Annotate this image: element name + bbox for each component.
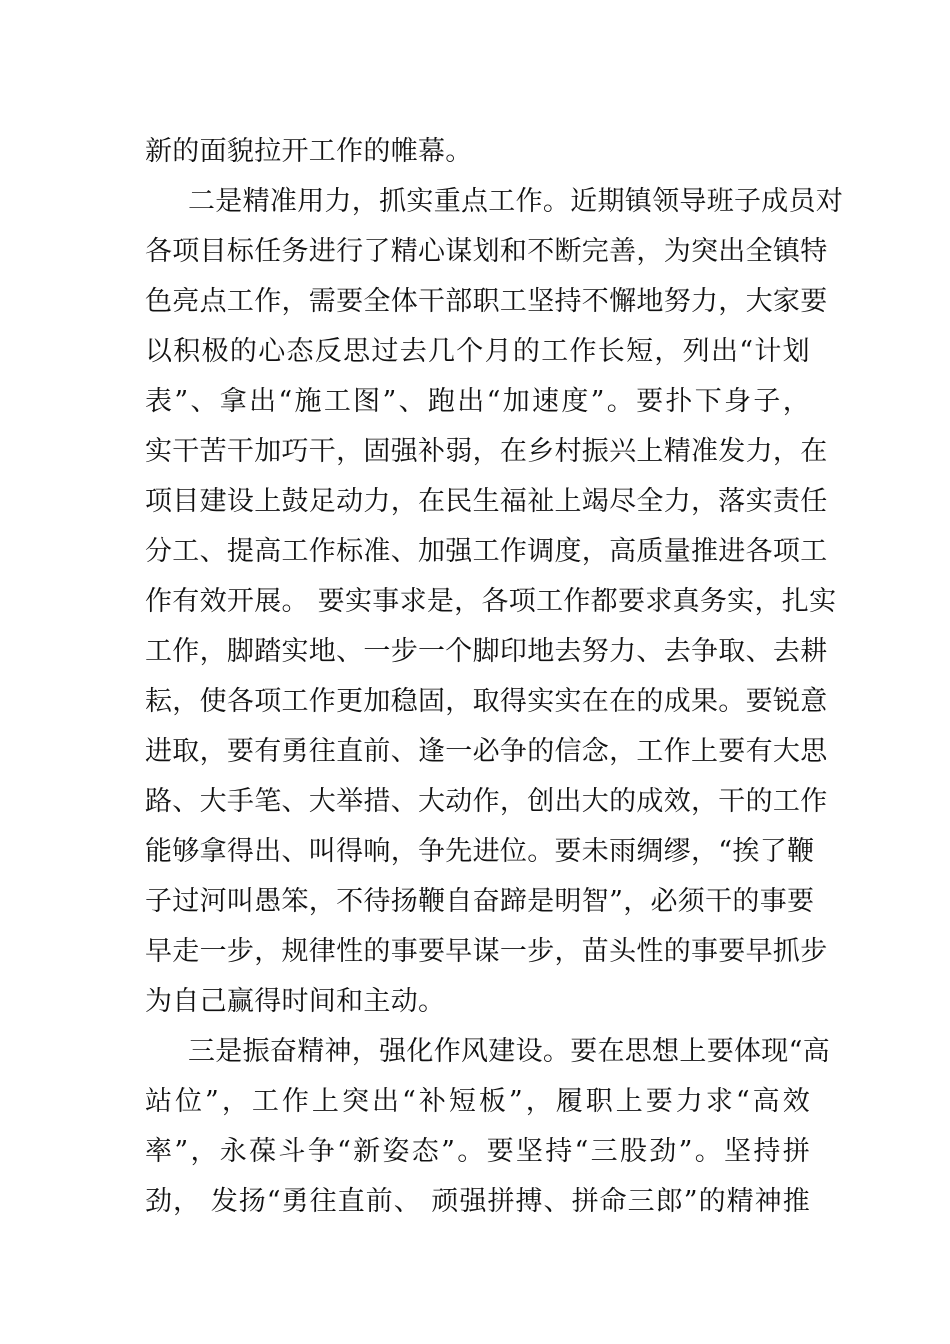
text-line: 工作，脚踏实地、一步一个脚印地去努力、去争取、去耕	[145, 636, 828, 667]
text-line: 率”，永葆斗争“新姿态”。要坚持“三股劲”。坚持拼	[145, 1136, 810, 1167]
text-line: 色亮点工作，需要全体干部职工坚持不懈地努力，大家要	[145, 286, 828, 317]
text-line: 表”、拿出“施工图”、跑出“加速度”。要扑下身子，	[145, 386, 810, 417]
text-line: 能够拿得出、叫得响，争先进位。要未雨绸缪，“挨了鞭	[145, 836, 815, 867]
text-line: 各项目标任务进行了精心谋划和不断完善，为突出全镇特	[145, 236, 828, 267]
text-line: 子过河叫愚笨，不待扬鞭自奋蹄是明智”，必须干的事要	[145, 886, 815, 917]
text-line: 项目建设上鼓足动力，在民生福祉上竭尽全力，落实责任	[145, 486, 828, 517]
text-line: 为自己赢得时间和主动。	[145, 986, 446, 1017]
text-line: 分工、提高工作标准、加强工作调度，高质量推进各项工	[145, 536, 828, 567]
text-line: 实干苦干加巧干，固强补弱，在乡村振兴上精准发力，在	[145, 436, 828, 467]
text-line: 耘，使各项工作更加稳固，取得实实在在的成果。要锐意	[145, 686, 828, 717]
text-line: 作有效开展。 要实事求是，各项工作都要求真务实，扎实	[145, 586, 837, 617]
text-line: 二是精准用力，抓实重点工作。近期镇领导班子成员对	[188, 186, 844, 217]
text-line: 进取，要有勇往直前、逢一必争的信念，工作上要有大思	[145, 736, 828, 767]
text-line: 三是振奋精神，强化作风建设。要在思想上要体现“高	[188, 1036, 831, 1067]
text-line: 新的面貌拉开工作的帷幕。	[145, 136, 473, 167]
text-line: 以积极的心态反思过去几个月的工作长短，列出“计划	[145, 336, 810, 367]
text-line: 站位”，工作上突出“补短板”，履职上要力求“高效	[145, 1086, 810, 1117]
text-line: 路、大手笔、大举措、大动作，创出大的成效，干的工作	[145, 786, 828, 817]
text-line: 劲， 发扬“勇往直前、 顽强拼搏、拼命三郎”的精神推	[145, 1186, 810, 1217]
text-line: 早走一步，规律性的事要早谋一步，苗头性的事要早抓步	[145, 936, 828, 967]
